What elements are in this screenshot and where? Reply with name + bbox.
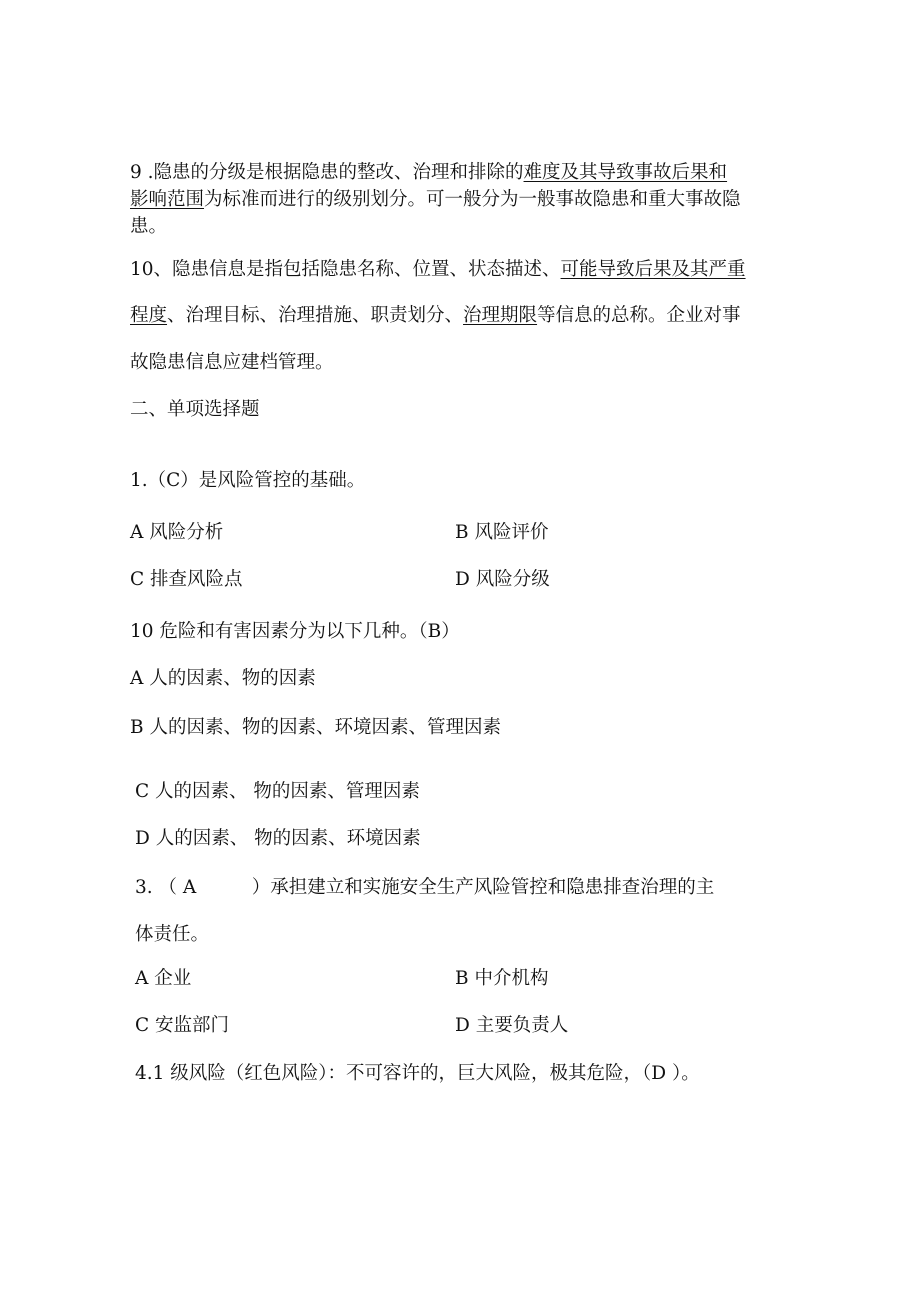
item-10-line-1: [130, 258, 746, 282]
section-title: 二、单项选择题: [130, 399, 260, 420]
question-4-stem: 4.1 级风险（红色风险）：不可容许的，巨大风险，极其危险，（D ）。: [135, 1063, 700, 1084]
item-10-line-2: [130, 304, 741, 328]
question-10-option-d: D 人的因素、 物的因素、环境因素: [135, 828, 421, 849]
question-1-option-c: C 排查风险点: [130, 569, 243, 590]
item-10-underlined: 可能导致后果及其严重: [560, 259, 746, 280]
question-1-option-d: D 风险分级: [455, 569, 550, 590]
question-10-option-c: C 人的因素、 物的因素、管理因素: [135, 781, 420, 802]
item-9-line-2: [130, 188, 741, 212]
item-10-text: 等信息的总称。企业对事: [537, 305, 741, 326]
item-9-text: 为标准而进行的级别划分。可一般分为一般事故隐患和重大事故隐: [204, 189, 741, 210]
item-9-line-3: 患。: [130, 216, 168, 237]
question-10-stem: 10 危险和有害因素分为以下几种。（B）: [130, 621, 460, 642]
item-9-text: 9 .隐患的分级是根据隐患的整改、治理和排除的: [130, 162, 524, 183]
item-10-text: 10、隐患信息是指包括隐患名称、位置、状态描述、: [130, 259, 561, 280]
item-10-line-3: 故隐患信息应建档管理。: [130, 352, 334, 373]
item-10-underlined: 程度: [130, 305, 168, 326]
question-3-stem-line-1: 3. （ A ）承担建立和实施安全生产风险管控和隐患排查治理的主: [135, 877, 715, 898]
item-10-text: 、治理目标、治理措施、职责划分、: [167, 305, 464, 326]
question-10-option-a: A 人的因素、物的因素: [130, 668, 316, 689]
question-3-stem-line-2: 体责任。: [135, 924, 210, 945]
question-3-option-d: D 主要负责人: [455, 1015, 569, 1036]
item-10-underlined: 治理期限: [463, 305, 538, 326]
question-10-option-b: B 人的因素、物的因素、环境因素、管理因素: [130, 717, 501, 738]
question-3-option-a: A 企业: [135, 968, 192, 989]
item-9-line-1: [130, 161, 727, 185]
question-3-option-b: B 中介机构: [455, 968, 549, 989]
question-1-stem: 1.（C）是风险管控的基础。: [130, 470, 366, 491]
item-9-underlined: 难度及其导致事故后果和: [523, 162, 728, 183]
question-1-options-row-1: [130, 521, 223, 545]
item-9-underlined: 影响范围: [130, 189, 205, 210]
question-1-option-b: B 风险评价: [455, 522, 549, 543]
question-1-option-a: A 风险分析: [130, 522, 224, 543]
question-3-option-c: C 安监部门: [135, 1015, 230, 1036]
